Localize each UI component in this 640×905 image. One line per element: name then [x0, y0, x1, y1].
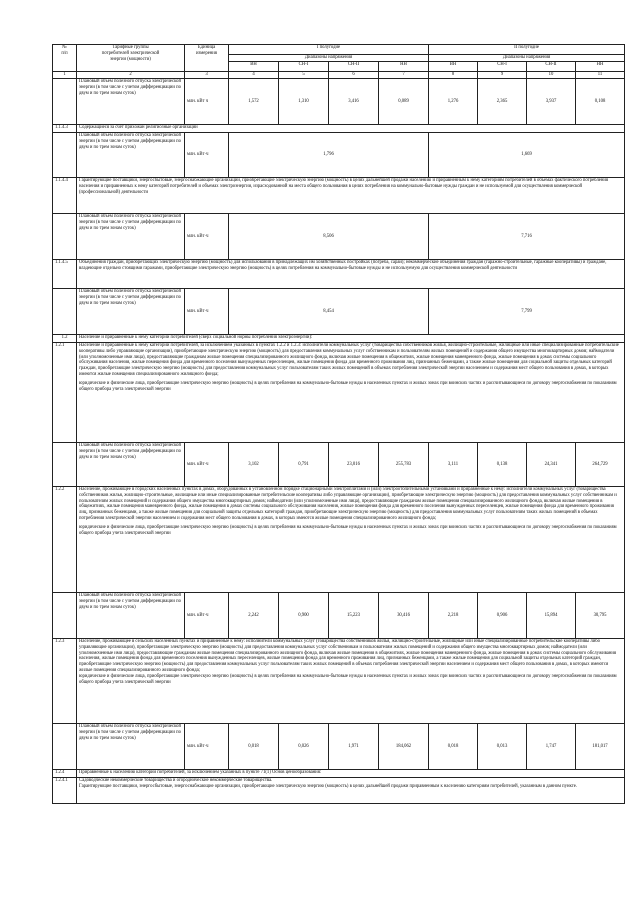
- row-description: [77, 487, 625, 593]
- table-row: [53, 343, 625, 443]
- colnum: 1: [53, 72, 77, 79]
- colnum: 3: [185, 72, 229, 79]
- unit-cell: млн. кВт·ч: [185, 289, 229, 335]
- paragraph: юридические и физические лица, приобретающие электрическую энергию (мощность) в целях потребления на коммунально-бытовые нужды в населенных пунктах и жилых зонах при воинских частях и рассчитывающиеся по договору энергоснабжения по показаниям общего прибора учета электрической энергии: [79, 524, 617, 536]
- colnum: 6: [329, 72, 379, 79]
- col-tariff-header: Тарифные группы потребителей электрической энергии (мощности): [77, 45, 185, 72]
- paragraph: юридические и физические лица, приобретающие электрическую энергию (мощность) в целях потребления на коммунально-бытовые нужды в населенных пунктах и жилых зонах при воинских частях и рассчитывающиеся по договору энергоснабжения по показаниям общего прибора учета электрической энергии: [79, 673, 617, 685]
- value-cell: 255,783: [379, 443, 429, 487]
- paragraph: Гарантирующие поставщики, энергосбытовые, энергоснабжающие организации, приобретающие электрическую энергию (мощность) в целях дальнейшей продажи приравненным к населению категориям потребителей, указанным в данном пункте.: [79, 783, 578, 789]
- paragraph: Население, проживающее в сельских населенных пунктах и приравненные к нему: исполнители коммунальных услуг (товарищества собственников жилья, жилищно-строительные, жилищные или иные специализированные потребительские кооперативы либо управляющие организации), приобретающие электрическую энергию (мощность) для предоставления коммунальных услуг собственникам и пользователям жилых помещений и содержания общего имущества многоквартирных домов; наймодатели (или уполномоченные ими лица), предоставляющие гражданам жилые помещения специализированного жилищного фонда, включая жилые помещения в общежитиях, жилые помещения маневренного фонда, жилые помещения в домах системы социального обслуживания населения, жилые помещения фонда для временного поселения вынужденных переселенцев, жилые помещения фонда для временного проживания лиц, признанных беженцами, а также жилые помещения для социальной защиты отдельных категорий граждан, приобретающие электрическую энергию (мощность) для предоставления коммунальных услуг пользователям таких жилых помещений в объемах потребления электрической энергии населением и содержания мест общего пользования в домах, в которых имеются жилые помещения специализированного жилищного фонда;: [79, 639, 617, 673]
- value-cell: 3,111: [429, 443, 478, 487]
- value-cell: 3,102: [229, 443, 279, 487]
- paragraph: Население и приравненные к нему категории потребителей, за исключением указанных в пунктах 1.2.2 и 1.2.3: исполнители коммунальных услуг (товарищества собственников жилья, жилищно-строительные, жилищные или иные специализированные потребительские кооперативы либо управляющие организации), приобретающие электрическую энергию (мощность) для предоставления коммунальных услуг собственникам и пользователям жилых помещений и содержания общего имущества многоквартирных домов; наймодатели (или уполномоченные ими лица), предоставляющие гражданам жилые помещения специализированного жилищного фонда, включая жилые помещения в общежитиях, жилые помещения маневренного фонда, жилые помещения в домах системы социального обслуживания населения, жилые помещения фонда для временного поселения вынужденных переселенцев, жилые помещения фонда для временного проживания лиц, признанных беженцами, а также жилые помещения для социальной защиты отдельных категорий граждан, приобретающие электрическую энергию (мощность) для предоставления коммунальных услуг пользователям таких жилых помещений в объемах потребления электрической энергии населением и содержания мест общего пользования в домах, в которых имеются жилые помещения специализированного жилищного фонда;: [79, 343, 619, 377]
- half2-header: II полугодие: [429, 45, 625, 55]
- value-cell: 1,747: [527, 724, 576, 770]
- unit-cell: млн. кВт·ч: [185, 724, 229, 770]
- value-cell: 0,906: [478, 593, 527, 639]
- planned-label: Плановый объем полезного отпуска электрической энергии (в том числе с учетом дифференциации по двум и по трем зонам суток): [77, 593, 185, 639]
- volt-vn: ВН: [229, 62, 279, 72]
- value-cell: 184,062: [379, 724, 429, 770]
- table-row: [53, 289, 625, 335]
- table-row: [53, 724, 625, 770]
- value-cell: 1,669: [429, 133, 625, 178]
- unit-cell: млн. кВт·ч: [185, 214, 229, 260]
- volt-vn: ВН: [429, 62, 478, 72]
- row-number: 1.2.1: [53, 343, 77, 443]
- row-number: 1.1.4.3: [53, 125, 77, 133]
- volt-sn1: СН-I: [279, 62, 329, 72]
- value-cell: 0,018: [429, 724, 478, 770]
- value-cell: 8,454: [229, 289, 429, 335]
- value-cell: 1,572: [229, 79, 279, 125]
- value-cell: 0,026: [279, 724, 329, 770]
- value-cell: 15,894: [527, 593, 576, 639]
- table-row: [53, 335, 625, 343]
- table-row: [53, 125, 625, 133]
- row-description: [77, 778, 625, 804]
- table-row: [53, 214, 625, 260]
- planned-label: Плановый объем полезного отпуска электрической энергии (в том числе с учетом дифференциации по двум и по трем зонам суток): [77, 724, 185, 770]
- row-description: [77, 343, 625, 443]
- row-number: 1.1.4.5: [53, 260, 77, 289]
- value-cell: 30,416: [379, 593, 429, 639]
- half1-header: I полугодие: [229, 45, 429, 55]
- table-row: [53, 639, 625, 724]
- row-number: 1.2.4: [53, 770, 77, 778]
- value-cell: 23,016: [329, 443, 379, 487]
- row-description: Гарантирующие поставщики, энергосбытовые, энергоснабжающие организации, приобретающие электрическую энергию (мощность) в целях дальнейшей продажи населению и приравненным к нему категориям потребителей в объемах фактического потребления населения и приравненных к нему категорий потребителей и объемах электроэнергии, израсходованной на места общего пользования в целях потребления на коммунально-бытовые нужды граждан и не используемой для осуществления коммерческой (профессиональной) деятельности: [77, 178, 625, 214]
- paragraph: юридические и физические лица, приобретающие электрическую энергию (мощность) в целях потребления на коммунально-бытовые нужды в населенных пунктах и жилых зонах при воинских частях и рассчитывающиеся по договору энергоснабжения по показаниям общего прибора учета электрической энергии: [79, 380, 617, 392]
- value-cell: 181,017: [576, 724, 625, 770]
- value-cell: 0,108: [576, 79, 625, 125]
- value-cell: 2,218: [429, 593, 478, 639]
- table-row: [53, 593, 625, 639]
- table-row: [53, 79, 625, 125]
- value-cell: 2,365: [478, 79, 527, 125]
- unit-cell: млн. кВт·ч: [185, 133, 229, 178]
- colnum: 11: [576, 72, 625, 79]
- row-number: 1.2.3: [53, 639, 77, 724]
- colnum: 4: [229, 72, 279, 79]
- row-number: 1.2.2: [53, 487, 77, 593]
- row-number: 1.2.4.1: [53, 778, 77, 804]
- value-cell: 0,013: [478, 724, 527, 770]
- row-description: Население и приравненные к нему категории потребителей (сверх социальной нормы потребления электроэнергии):: [77, 335, 625, 343]
- planned-label: Плановый объем полезного отпуска электрической энергии (в том числе с учетом дифференциации по двум и по трем зонам суток): [77, 443, 185, 487]
- value-cell: 3,937: [527, 79, 576, 125]
- value-cell: 1,276: [429, 79, 478, 125]
- value-cell: 264,729: [576, 443, 625, 487]
- colnum: 8: [429, 72, 478, 79]
- value-cell: 0,018: [229, 724, 279, 770]
- row-description: Содержащиеся за счет прихожан религиозные организации: [77, 125, 625, 133]
- ranges-header-1: Диапазоны напряжения: [229, 55, 429, 62]
- row-description: Объединения граждан, приобретающих электрическую энергию (мощность) для использования в принадлежащих им хозяйственных постройках (погреба, сараи); некоммерческие объединения граждан (гаражно-строительные, гаражные кооперативы) и граждане, владеющие отдельно стоящими гаражами, приобретающие электрическую энергию (мощность) в целях потребления на коммунально-бытовые нужды и не используемую для осуществления коммерческой деятельности: [77, 260, 625, 289]
- unit-cell: млн. кВт ч: [185, 79, 229, 125]
- value-cell: 0,791: [279, 443, 329, 487]
- colnum: 5: [279, 72, 329, 79]
- table-row: [53, 778, 625, 804]
- value-cell: 1,796: [229, 133, 429, 178]
- volt-nn: НН: [379, 62, 429, 72]
- table-row: [53, 770, 625, 778]
- table-row: [53, 178, 625, 214]
- value-cell: 0,138: [478, 443, 527, 487]
- value-cell: 24,341: [527, 443, 576, 487]
- row-number: 1.1.4.4: [53, 178, 77, 214]
- value-cell: 7,799: [429, 289, 625, 335]
- volt-sn1: СН-I: [478, 62, 527, 72]
- col-unit-header: Единица измерения: [185, 45, 229, 72]
- unit-cell: млн. кВт·ч: [185, 443, 229, 487]
- ranges-header-2: Диапазоны напряжения: [429, 55, 625, 62]
- value-cell: 2,242: [229, 593, 279, 639]
- planned-label: Плановый объем полезного отпуска электрической энергии (в том числе с учетом дифференциации по двум и по трем зонам суток): [77, 289, 185, 335]
- value-cell: 0,900: [279, 593, 329, 639]
- value-cell: 8,506: [229, 214, 429, 260]
- table-row: [53, 443, 625, 487]
- volt-nn: НН: [576, 62, 625, 72]
- colnum: 2: [77, 72, 185, 79]
- volt-sn2: СН-II: [527, 62, 576, 72]
- planned-label: Плановый объем полезного отпуска электрической энергии (в том числе с учетом дифференциации по двум и по трем зонам суток): [77, 133, 185, 178]
- row-description: Приравненные к населению категории потребителей, за исключением указанных в пункте 71(1) Основ ценообразования:: [77, 770, 625, 778]
- colnum: 10: [527, 72, 576, 79]
- value-cell: 1,310: [279, 79, 329, 125]
- table-row: [53, 260, 625, 289]
- colnum: 7: [379, 72, 429, 79]
- value-cell: 15,223: [329, 593, 379, 639]
- paragraph: Население, проживающее в городских населенных пунктах в домах, оборудованных в установленном порядке стационарными электроплитами и (или) электроотопительными установками и приравненные к нему: исполнители коммунальных услуг (товарищества собственников жилья, жилищно-строительные, жилищные или иные специализированные потребительские кооперативы либо управляющие организации), приобретающие электрическую энергию (мощность) для предоставления коммунальных услуг собственникам и пользователям жилых помещений и содержания общего имущества многоквартирных домов; наймодатели (или уполномоченные ими лица), предоставляющие гражданам жилые помещения специализированного жилищного фонда, включая жилые помещения в общежитиях, жилые помещения маневренного фонда, жилые помещения в домах системы социального обслуживания населения, жилые помещения фонда для временного поселения вынужденных переселенцев, жилые помещения фонда для временного проживания лиц, признанных беженцами, а также жилые помещения для социальной защиты отдельных категорий граждан, приобретающие электрическую энергию (мощность) для предоставления коммунальных услуг пользователям таких жилых помещений в объемах потребления электрической энергии населением и содержания мест общего пользования в домах, в которых имеются жилые помещения специализированного жилищного фонда;: [79, 487, 617, 521]
- planned-label: Плановый объем полезного отпуска электрической энергии (в том числе с учетом дифференциации по двум и по трем зонам суток): [77, 79, 185, 125]
- table-row: [53, 487, 625, 593]
- value-cell: 30,795: [576, 593, 625, 639]
- tariff-table: [52, 44, 625, 804]
- value-cell: 3,416: [329, 79, 379, 125]
- planned-label: Плановый объем полезного отпуска электрической энергии (в том числе с учетом дифференциации по двум и по трем зонам суток): [77, 214, 185, 260]
- col-num-header: № п/п: [53, 45, 77, 72]
- unit-cell: млн. кВт·ч: [185, 593, 229, 639]
- colnum: 9: [478, 72, 527, 79]
- row-description: [77, 639, 625, 724]
- paragraph: Садоводческие некоммерческие товарищества и огороднические некоммерческие товарищества.: [79, 778, 273, 783]
- row-number: 1.2: [53, 335, 77, 343]
- volt-sn2: СН-II: [329, 62, 379, 72]
- value-cell: 7,716: [429, 214, 625, 260]
- value-cell: 0,089: [379, 79, 429, 125]
- table-row: [53, 133, 625, 178]
- value-cell: 1,971: [329, 724, 379, 770]
